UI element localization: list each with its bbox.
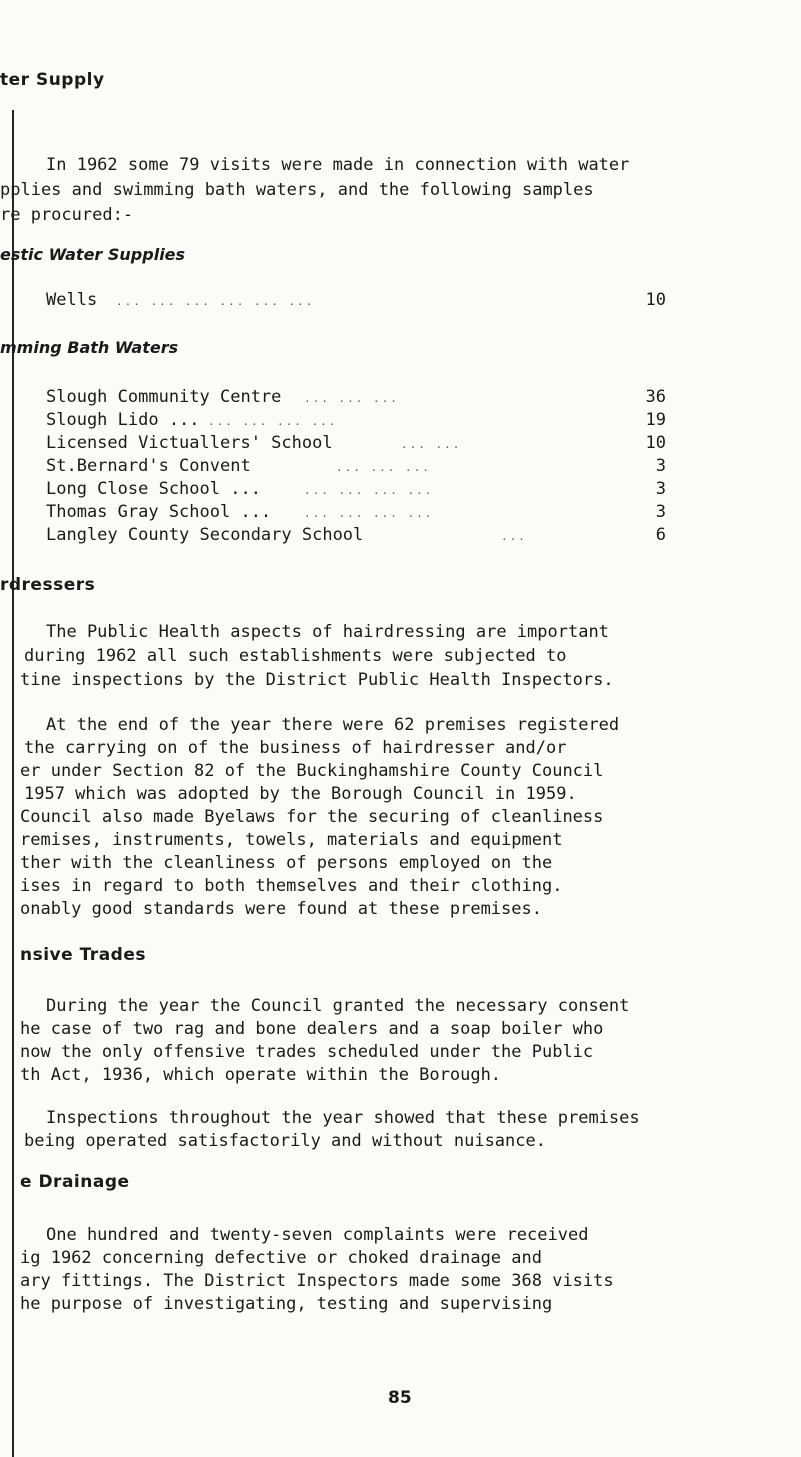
section-heading-offensive-trades: nsive Trades [20,945,146,965]
leader-dots: ... ... ... [336,461,431,474]
leader-dots: ... ... ... ... ... ... [116,295,315,308]
trades-para1-line-4: th Act, 1936, which operate within the Borough. [20,1065,502,1085]
row-label: Slough Lido ... [46,410,200,430]
trades-para2-line-1: Inspections throughout the year showed that these premises [46,1108,640,1128]
row-label: Thomas Gray School ... [46,502,272,522]
table-row [46,525,666,547]
hair-para2-line-8: ises in regard to both themselves and their clothing. [20,876,563,896]
subheading-swimming-bath: mming Bath Waters [0,338,179,357]
row-label: St.Bernard's Convent [46,456,251,476]
row-value: 10 [645,433,666,453]
table-row-wells [46,290,666,312]
table-row [46,433,666,455]
table-row [46,479,666,501]
trades-para1-line-2: he case of two rag and bone dealers and a soap boiler who [20,1019,604,1039]
row-label: Wells [46,290,98,310]
leader-dots: ... ... [401,438,462,451]
hair-para2-line-9: onably good standards were found at these premises. [20,899,542,919]
drainage-line-4: he purpose of investigating, testing and supervising [20,1294,553,1314]
hair-para1-line-3: tine inspections by the District Public Health Inspectors. [20,670,614,690]
trades-para1-line-3: now the only offensive trades scheduled under the Public [20,1042,594,1062]
water-intro-line-1: In 1962 some 79 visits were made in connection with water [46,155,630,175]
table-row [46,410,666,432]
section-heading-drainage: e Drainage [20,1172,130,1192]
drainage-line-2: ig 1962 concerning defective or choked drainage and [20,1248,542,1268]
drainage-line-1: One hundred and twenty-seven complaints were received [46,1225,589,1245]
binding-edge [12,110,14,1457]
drainage-line-3: ary fittings. The District Inspectors made some 368 visits [20,1271,614,1291]
trades-para1-line-1: During the year the Council granted the necessary consent [46,996,630,1016]
row-value: 19 [645,410,666,430]
table-row [46,502,666,524]
row-label: Licensed Victuallers' School [46,433,333,453]
section-heading-water-supply: ter Supply [0,70,105,90]
hair-para2-line-6: remises, instruments, towels, materials and equipment [20,830,563,850]
row-value: 10 [645,290,666,310]
row-value: 3 [655,456,666,476]
table-row [46,387,666,409]
page-number: 85 [388,1388,412,1408]
leader-dots: ... ... ... ... [304,484,434,497]
hair-para2-line-3: er under Section 82 of the Buckinghamshire County Council [20,761,604,781]
row-label: Langley County Secondary School [46,525,364,545]
row-label: Long Close School ... [46,479,261,499]
hair-para2-line-7: ther with the cleanliness of persons employed on the [20,853,553,873]
subheading-domestic-water: estic Water Supplies [0,245,186,264]
leader-dots: ... ... ... ... [208,415,338,428]
hair-para1-line-2: during 1962 all such establishments were subjected to [24,646,567,666]
trades-para2-line-2: being operated satisfactorily and without nuisance. [24,1131,546,1151]
leader-dots: ... ... ... [304,392,399,405]
row-label: Slough Community Centre [46,387,282,407]
table-row [46,456,666,478]
row-value: 3 [655,502,666,522]
row-value: 6 [655,525,666,545]
hair-para2-line-1: At the end of the year there were 62 premises registered [46,715,620,735]
section-heading-hairdressers: rdressers [0,575,96,595]
hair-para1-line-1: The Public Health aspects of hairdressing are important [46,622,609,642]
hair-para2-line-4: 1957 which was adopted by the Borough Council in 1959. [24,784,577,804]
water-intro-line-2: pplies and swimming bath waters, and the following samples [0,180,594,200]
water-intro-line-3: re procured:- [0,205,134,225]
leader-dots: ... ... ... ... [304,507,434,520]
hair-para2-line-2: the carrying on of the business of hairdresser and/or [24,738,567,758]
leader-dots: ... [501,530,527,543]
row-value: 36 [645,387,666,407]
hair-para2-line-5: Council also made Byelaws for the securing of cleanliness [20,807,604,827]
row-value: 3 [655,479,666,499]
